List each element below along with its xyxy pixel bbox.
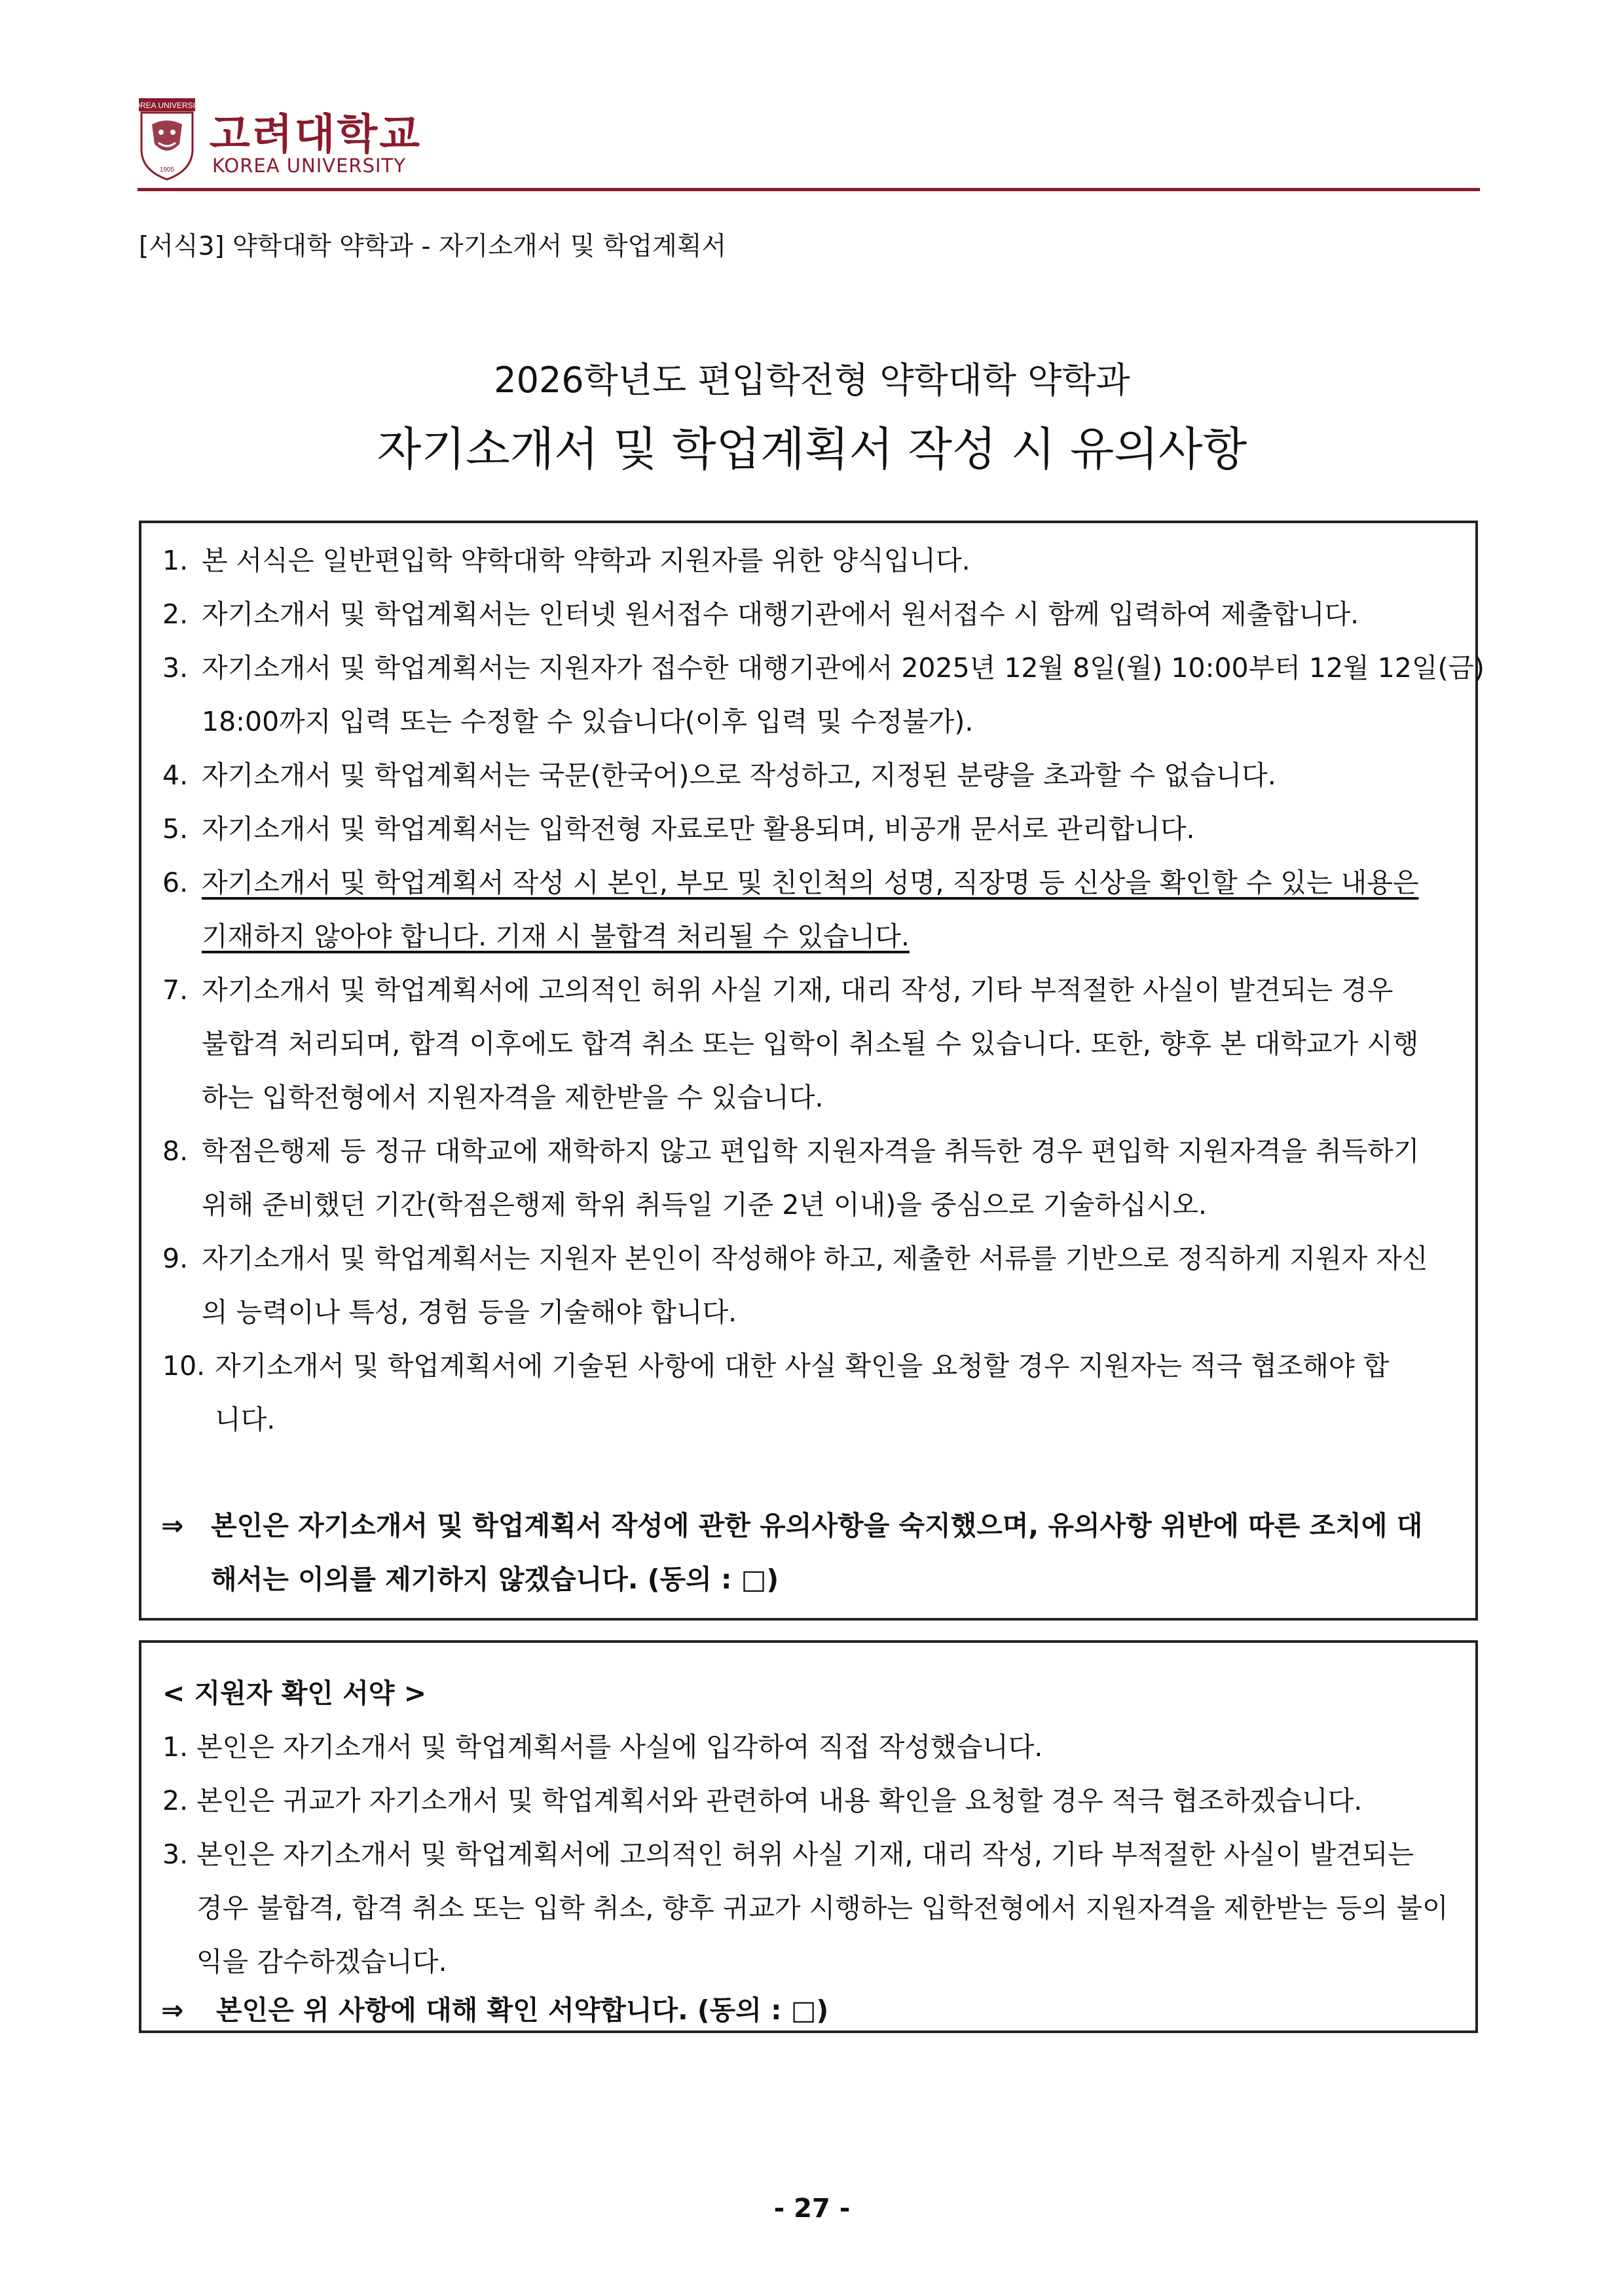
- notice-number: 10.: [162, 1350, 206, 1382]
- notice-number: 8.: [162, 1135, 189, 1167]
- notice-line: 자기소개서 및 학업계획서에 고의적인 허위 사실 기재, 대리 작성, 기타 부적절한 사실이 발견되는 경우: [202, 974, 1393, 1006]
- svg-text:KOREA UNIVERSITY: KOREA UNIVERSITY: [128, 101, 206, 110]
- pledge-number: 2.: [162, 1785, 189, 1816]
- notice-line: 자기소개서 및 학업계획서는 입학전형 자료로만 활용되며, 비공개 문서로 관리합니다.: [202, 813, 1195, 845]
- pledge-line: 경우 불합격, 합격 취소 또는 입학 취소, 향후 귀교가 시행하는 입학전형에서 지원자격을 제한받는 등의 불이: [196, 1892, 1449, 1924]
- notice-line-underlined: 자기소개서 및 학업계획서 작성 시 본인, 부모 및 친인척의 성명, 직장명 등 신상을 확인할 수 있는 내용은: [202, 867, 1419, 898]
- arrow-icon: ⇒: [161, 1510, 184, 1541]
- notice-line: 자기소개서 및 학업계획서는 지원자 본인이 작성해야 하고, 제출한 서류를 기반으로 정직하게 지원자 자신: [202, 1243, 1428, 1274]
- notice-line: 의 능력이나 특성, 경험 등을 기술해야 합니다.: [202, 1296, 737, 1328]
- notice-line: 자기소개서 및 학업계획서에 기술된 사항에 대한 사실 확인을 요청할 경우 지원자는 적극 협조해야 합: [215, 1350, 1390, 1382]
- notice-number: 6.: [162, 867, 189, 898]
- arrow-icon: ⇒: [161, 1994, 184, 2026]
- notice-number: 4.: [162, 760, 189, 791]
- pledge-heading: < 지원자 확인 서약 >: [162, 1678, 427, 1709]
- notice-number: 2.: [162, 598, 189, 630]
- pledge-line: 본인은 귀교가 자기소개서 및 학업계획서와 관련하여 내용 확인을 요청할 경우 적극 협조하겠습니다.: [196, 1785, 1363, 1816]
- pledge-number: 3.: [162, 1839, 189, 1870]
- notice-line: 자기소개서 및 학업계획서는 인터넷 원서접수 대행기관에서 원서접수 시 함께 입력하여 제출합니다.: [202, 598, 1359, 630]
- notice-number: 1.: [162, 545, 189, 576]
- page-number: - 27 -: [773, 2194, 851, 2224]
- notices-box: [139, 521, 1478, 1621]
- logo-english-name: KOREA UNIVERSITY: [212, 155, 406, 177]
- pledge-line: 익을 감수하겠습니다.: [196, 1946, 447, 1977]
- form-label: [서식3] 약학대학 약학과 - 자기소개서 및 학업계획서: [139, 232, 727, 261]
- header-divider: [138, 188, 1480, 191]
- notice-line: 위해 준비했던 기간(학점은행제 학위 취득일 기준 2년 이내)을 중심으로 기술하십시오.: [202, 1189, 1208, 1221]
- notice-line: 니다.: [215, 1404, 276, 1435]
- svg-text:1905: 1905: [159, 166, 175, 174]
- notice-line: 18:00까지 입력 또는 수정할 수 있습니다(이후 입력 및 수정불가).: [202, 706, 974, 737]
- notice-line: 학점은행제 등 정규 대학교에 재학하지 않고 편입학 지원자격을 취득한 경우 편입학 지원자격을 취득하기: [202, 1135, 1420, 1167]
- notices-agreement-line: 본인은 자기소개서 및 학업계획서 작성에 관한 유의사항을 숙지했으며, 유의사항 위반에 따른 조치에 대: [211, 1510, 1423, 1541]
- notice-number: 9.: [162, 1243, 189, 1274]
- logo-korean-name: 고려대학교: [210, 111, 422, 159]
- notice-number: 7.: [162, 974, 189, 1006]
- pledge-number: 1.: [162, 1731, 189, 1763]
- notice-line: 불합격 처리되며, 합격 이후에도 합격 취소 또는 입학이 취소될 수 있습니다. 또한, 향후 본 대학교가 시행: [202, 1028, 1419, 1059]
- notice-line: 자기소개서 및 학업계획서는 지원자가 접수한 대행기관에서 2025년 12월 8일(월) 10:00부터 12월 12일(금): [202, 652, 1485, 684]
- notice-number: 5.: [162, 813, 189, 845]
- pledge-line: 본인은 자기소개서 및 학업계획서에 고의적인 허위 사실 기재, 대리 작성, 기타 부적절한 사실이 발견되는: [196, 1839, 1414, 1870]
- pledge-agreement-line: 본인은 위 사항에 대해 확인 서약합니다. (동의 : □): [216, 1994, 829, 2026]
- university-logo: [128, 98, 447, 183]
- document-title-line1: 2026학년도 편입학전형 약학대학 약학과: [494, 359, 1130, 401]
- notices-agreement-line: 해서는 이의를 제기하지 않겠습니다. (동의 : □): [211, 1564, 779, 1595]
- notice-line: 하는 입학전형에서 지원자격을 제한받을 수 있습니다.: [202, 1082, 824, 1113]
- crest-icon: [128, 98, 206, 181]
- notice-line: 본 서식은 일반편입학 약학대학 약학과 지원자를 위한 양식입니다.: [202, 545, 970, 576]
- notice-number: 3.: [162, 652, 189, 684]
- notice-line: 자기소개서 및 학업계획서는 국문(한국어)으로 작성하고, 지정된 분량을 초과할 수 없습니다.: [202, 760, 1276, 791]
- notice-line-underlined: 기재하지 않아야 합니다. 기재 시 불합격 처리될 수 있습니다.: [202, 921, 910, 952]
- document-title-line2: 자기소개서 및 학업계획서 작성 시 유의사항: [377, 422, 1247, 476]
- pledge-line: 본인은 자기소개서 및 학업계획서를 사실에 입각하여 직접 작성했습니다.: [196, 1731, 1043, 1763]
